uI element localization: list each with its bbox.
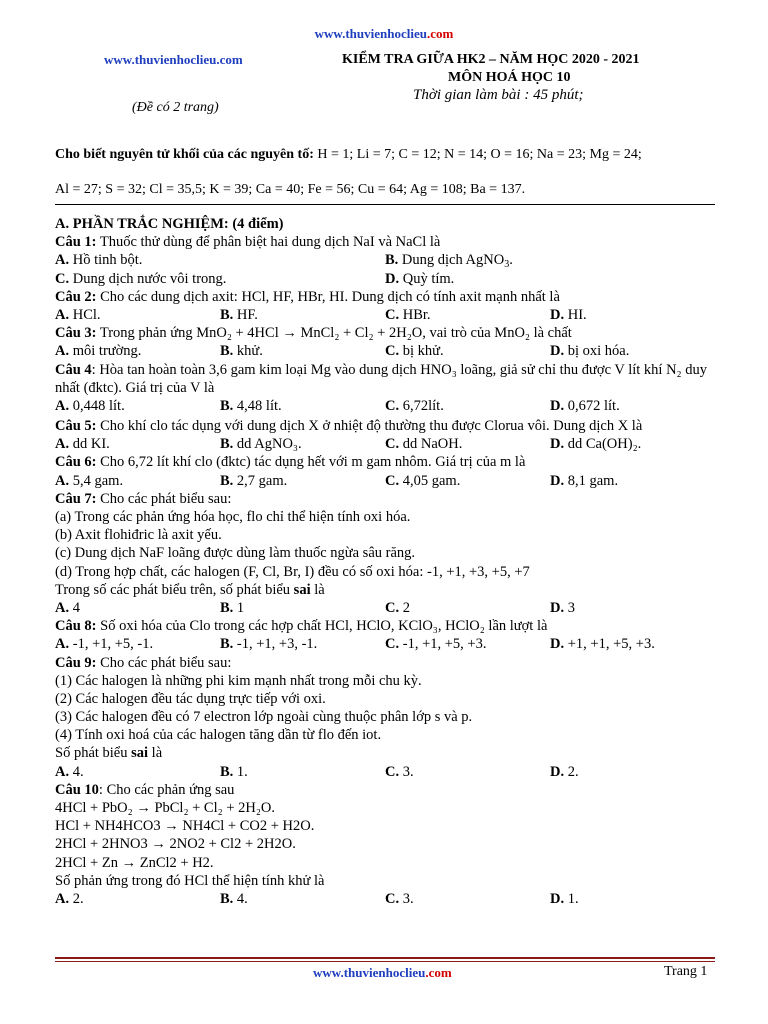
option-letter: A. (55, 472, 70, 489)
option-a[interactable] (55, 763, 220, 781)
option-letter: A. (55, 397, 70, 414)
option-b[interactable] (220, 435, 385, 453)
option-text: HI. (564, 306, 587, 323)
option-letter: D. (550, 763, 565, 780)
question-number: Câu 7: (55, 490, 97, 507)
atomic-mass-line-1 (55, 146, 715, 163)
option-text: 4,05 gam. (399, 472, 461, 489)
question-2 (55, 288, 720, 306)
option-text: 4. (69, 763, 84, 780)
options-row (55, 472, 720, 490)
option-text: 1 (233, 599, 245, 616)
section-title: A. PHẦN TRẮC NGHIỆM: (4 điểm) (55, 216, 284, 232)
option-text: dd NaOH. (399, 436, 463, 453)
question-prompt (55, 581, 720, 599)
option-letter: C. (385, 397, 400, 414)
prompt-emphasis: sai (131, 745, 149, 762)
option-text: 5,4 gam. (69, 472, 124, 489)
question-text: Cho 6,72 lít khí clo (đktc) tác dụng hết với m gam nhôm. Giá trị của m là (96, 454, 526, 471)
option-text: HBr. (399, 306, 431, 323)
statement-c: (c) Dung dịch NaF loãng được dùng làm thuốc ngừa sâu răng. (55, 545, 416, 562)
option-letter: D. (550, 436, 565, 453)
option-b[interactable] (220, 635, 385, 653)
option-b[interactable] (220, 599, 385, 617)
option-a[interactable] (55, 599, 220, 617)
option-text: Hồ tinh bột. (69, 252, 143, 269)
question-number: Câu 9: (55, 654, 97, 671)
option-text: bị oxi hóa. (564, 343, 630, 360)
option-letter: D. (550, 599, 565, 616)
question-number: Câu 4 (55, 361, 92, 378)
option-letter: C. (385, 599, 400, 616)
option-letter: B. (220, 306, 234, 323)
option-text: dd AgNO₃. (233, 436, 302, 453)
option-letter: A. (55, 436, 70, 453)
options-row (55, 251, 720, 269)
question-text: : Cho các phản ứng sau (98, 781, 235, 798)
options-row (55, 342, 720, 360)
option-b[interactable] (220, 472, 385, 490)
subscript: 3 (504, 259, 510, 271)
option-text: Dung dịch AgNO (398, 252, 505, 269)
question-8 (55, 617, 720, 635)
option-text: khử. (233, 343, 263, 360)
option-c[interactable] (385, 472, 550, 490)
prompt-text-end: là (148, 745, 163, 762)
option-text: -1, +1, +5, +3. (399, 636, 487, 653)
page-number: Trang 1 (664, 964, 708, 979)
option-d[interactable] (550, 472, 618, 490)
option-letter: C. (385, 890, 400, 907)
header-divider (55, 204, 715, 205)
options-row (55, 763, 720, 781)
option-text: 4 (69, 599, 80, 616)
option-a[interactable] (55, 306, 220, 324)
option-letter: A. (55, 763, 70, 780)
option-text: 2. (564, 763, 579, 780)
statement-3: (3) Các halogen đều có 7 electron lớp ngoài cùng thuộc phân lớp s và p. (55, 709, 473, 726)
option-d[interactable] (550, 342, 629, 360)
prompt-emphasis: sai (293, 581, 311, 598)
footer-site-tld: .com (425, 965, 452, 980)
question-10 (55, 781, 720, 799)
option-d[interactable] (550, 306, 587, 324)
option-text: 1. (564, 890, 579, 907)
option-letter: A. (55, 636, 70, 653)
option-c[interactable] (385, 435, 550, 453)
option-a[interactable] (55, 251, 385, 269)
option-text: 2 (399, 599, 410, 616)
option-letter: C. (385, 472, 400, 489)
question-text: Số oxi hóa của Clo trong các hợp chất HCl, HClO, KClO₃, HClO₂ lần lượt là (96, 618, 548, 635)
option-text: HCl. (69, 306, 101, 323)
reaction-1: 4HCl + PbO₂ → PbCl₂ + Cl₂ + 2H₂O. (55, 800, 275, 817)
options-row (55, 599, 720, 617)
option-c[interactable] (385, 635, 550, 653)
option-text: dd Ca(OH)₂. (564, 436, 642, 453)
option-text: 8,1 gam. (564, 472, 619, 489)
prompt-text: Số phát biểu (55, 745, 132, 762)
question-number: Câu 8: (55, 618, 97, 635)
option-letter: B. (220, 472, 234, 489)
option-text: dd KI. (69, 436, 110, 453)
option-letter: B. (220, 436, 234, 453)
option-letter: B. (220, 763, 234, 780)
option-b[interactable] (220, 890, 385, 908)
statement-1: (1) Các halogen là những phi kim mạnh nhất trong mỗi chu kỳ. (55, 672, 422, 689)
option-letter: D. (550, 397, 565, 414)
question-prompt (55, 744, 720, 762)
question-text: Cho khí clo tác dụng với dung dịch X ở nhiệt độ thường thu được Clorua vôi. Dung dịch X là (96, 418, 643, 435)
option-letter: D. (550, 890, 565, 907)
option-b[interactable] (220, 763, 385, 781)
option-c[interactable] (55, 270, 385, 288)
option-text: 2,7 gam. (233, 472, 288, 489)
option-letter: C. (385, 636, 400, 653)
reaction-4: 2HCl + Zn → ZnCl2 + H2. (55, 854, 214, 871)
options-row (55, 306, 720, 324)
question-3 (55, 324, 720, 342)
prompt-text: Trong số các phát biểu trên, số phát biểu (55, 581, 294, 598)
footer-divider (55, 957, 715, 959)
option-letter: B. (220, 397, 234, 414)
question-body (55, 215, 720, 908)
option-b[interactable] (385, 251, 513, 269)
prompt-text-end: là (310, 581, 325, 598)
statement-b: (b) Axit flohiđric là axit yếu. (55, 527, 222, 544)
option-c[interactable] (385, 763, 550, 781)
option-b[interactable] (220, 342, 385, 360)
option-letter: C. (385, 763, 400, 780)
option-text: bị khử. (399, 343, 444, 360)
option-a[interactable] (55, 397, 220, 415)
question-number: Câu 1: (55, 234, 97, 251)
option-b[interactable] (220, 306, 385, 324)
option-c[interactable] (385, 306, 550, 324)
question-number: Câu 10 (55, 781, 99, 798)
option-letter: A. (55, 252, 70, 269)
option-d[interactable] (550, 599, 575, 617)
question-prompt: Số phản ứng trong đó HCl thể hiện tính khử là (55, 872, 325, 889)
statement-4: (4) Tính oxi hoá của các halogen tăng dần từ flo đến iot. (55, 727, 382, 744)
question-number: Câu 6: (55, 454, 97, 471)
option-letter: A. (55, 890, 70, 907)
option-text: Quỳ tím. (399, 270, 455, 287)
option-letter: B. (220, 599, 234, 616)
option-d[interactable] (550, 763, 579, 781)
question-text: Cho các dung dịch axit: HCl, HF, HBr, HI. Dung dịch có tính axit mạnh nhất là (96, 288, 560, 305)
statement-d: (d) Trong hợp chất, các halogen (F, Cl, Br, I) đều có số oxi hóa: -1, +1, +3, +5, +7 (55, 563, 530, 580)
options-row (55, 890, 720, 908)
question-5 (55, 417, 720, 435)
top-site-name: www.thuvienhoclieu (314, 26, 427, 41)
option-text-end: . (509, 252, 513, 269)
footer-site-name: www.thuvienhoclieu (313, 965, 426, 980)
option-text: Dung dịch nước vôi trong. (69, 270, 227, 287)
page-count-note: (Đề có 2 trang) (132, 100, 219, 115)
option-letter: A. (55, 306, 70, 323)
exam-title: KIỂM TRA GIỮA HK2 – NĂM HỌC 2020 - 2021 (342, 52, 640, 67)
footer-site-link[interactable] (313, 965, 452, 981)
option-d[interactable] (550, 890, 579, 908)
question-9 (55, 654, 720, 672)
option-letter: B. (220, 636, 234, 653)
option-letter: C. (385, 436, 400, 453)
option-text: 6,72lít. (399, 397, 444, 414)
reaction-2: HCl + NH4HCO3 → NH4Cl + CO2 + H2O. (55, 818, 315, 835)
atomic-mass-label: Cho biết nguyên tử khối của các nguyên tố: (55, 147, 314, 162)
question-4 (55, 361, 720, 397)
option-text: HF. (233, 306, 258, 323)
option-c[interactable] (385, 599, 550, 617)
question-1 (55, 233, 720, 251)
option-c[interactable] (385, 397, 550, 415)
option-text: -1, +1, +3, -1. (233, 636, 318, 653)
option-text: 1. (233, 763, 248, 780)
option-text: 0,672 lít. (564, 397, 620, 414)
question-6 (55, 453, 720, 471)
option-letter: B. (220, 890, 234, 907)
option-letter: C. (385, 343, 400, 360)
question-text: Trong phản ứng MnO₂ + 4HCl → MnCl₂ + Cl₂ + 2H₂O, vai trò của MnO₂ là chất (96, 325, 572, 342)
option-d[interactable] (385, 270, 454, 288)
options-row (55, 397, 720, 415)
options-row (55, 635, 720, 653)
option-text: +1, +1, +5, +3. (564, 636, 655, 653)
question-text: Thuốc thử dùng để phân biệt hai dung dịch NaI và NaCl là (96, 234, 441, 251)
option-letter: C. (55, 270, 70, 287)
option-a[interactable] (55, 890, 220, 908)
option-a[interactable] (55, 342, 220, 360)
option-text: -1, +1, +5, -1. (69, 636, 154, 653)
option-letter: D. (385, 270, 400, 287)
option-text: 3. (399, 763, 414, 780)
question-7 (55, 490, 720, 508)
option-letter: D. (550, 306, 565, 323)
option-letter: C. (385, 306, 400, 323)
option-text: 3. (399, 890, 414, 907)
question-number: Câu 3: (55, 325, 97, 342)
question-text: Cho các phát biểu sau: (96, 490, 232, 507)
options-row (55, 435, 720, 453)
option-d[interactable] (550, 635, 655, 653)
option-letter: A. (55, 343, 70, 360)
option-c[interactable] (385, 890, 550, 908)
option-letter: A. (55, 599, 70, 616)
option-letter: D. (550, 472, 565, 489)
option-d[interactable] (550, 397, 620, 415)
option-a[interactable] (55, 472, 220, 490)
option-text: 0,448 lít. (69, 397, 125, 414)
question-number: Câu 2: (55, 288, 97, 305)
exam-subject: MÔN HOÁ HỌC 10 (448, 70, 571, 85)
option-text: 2. (69, 890, 84, 907)
option-a[interactable] (55, 435, 220, 453)
top-site-link[interactable] (0, 26, 768, 42)
footer-divider-thin (55, 961, 715, 962)
reaction-3: 2HCl + 2HNO3 → 2NO2 + Cl2 + 2H2O. (55, 836, 296, 853)
statement-a: (a) Trong các phản ứng hóa học, flo chỉ thể hiện tính oxi hóa. (55, 509, 411, 526)
option-text: 4,48 lít. (233, 397, 282, 414)
option-b[interactable] (220, 397, 385, 415)
option-letter: B. (385, 252, 399, 269)
option-d[interactable] (550, 435, 641, 453)
option-a[interactable] (55, 635, 220, 653)
option-letter: D. (550, 636, 565, 653)
option-letter: D. (550, 343, 565, 360)
option-text: 4. (233, 890, 248, 907)
atomic-mass-values-1: H = 1; Li = 7; C = 12; N = 14; O = 16; Na = 23; Mg = 24; (313, 147, 642, 162)
option-letter: B. (220, 343, 234, 360)
top-site-tld: .com (426, 26, 454, 41)
statement-2: (2) Các halogen đều tác dụng trực tiếp với oxi. (55, 690, 326, 707)
options-row (55, 270, 720, 288)
question-number: Câu 5: (55, 418, 97, 435)
question-text: Cho các phát biểu sau: (96, 654, 232, 671)
option-text: 3 (564, 599, 575, 616)
atomic-mass-values-2: Al = 27; S = 32; Cl = 35,5; K = 39; Ca = 40; Fe = 56; Cu = 64; Ag = 108; Ba = 137. (55, 182, 526, 197)
option-text: môi trường. (69, 343, 142, 360)
exam-time: Thời gian làm bài : 45 phút; (413, 87, 584, 103)
option-c[interactable] (385, 342, 550, 360)
header-site-link[interactable]: www.thuvienhoclieu.com (104, 52, 243, 67)
question-text: : Hòa tan hoàn toàn 3,6 gam kim loại Mg vào dung dịch HNO₃ loãng, giả sử chỉ thu được V lít khí N₂ duy nhất (đktc). Giá trị của V là (55, 361, 707, 396)
